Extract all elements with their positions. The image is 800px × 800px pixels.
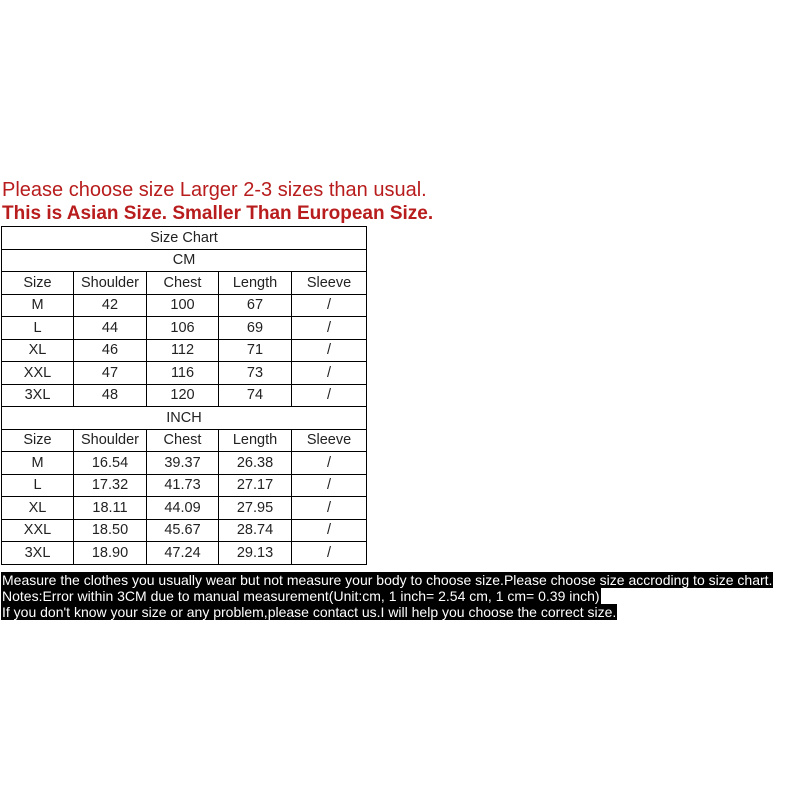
column-header-chest: Chest (147, 272, 219, 295)
table-cell: 67 (219, 294, 292, 317)
table-cell: 27.17 (219, 474, 292, 497)
unit-label-inch: INCH (2, 407, 367, 430)
table-row (2, 497, 367, 520)
table-cell: 17.32 (74, 474, 147, 497)
table-cell: 100 (147, 294, 219, 317)
table-cell: L (2, 474, 74, 497)
table-cell: / (292, 452, 367, 475)
table-cell: 120 (147, 384, 219, 407)
table-row (2, 474, 367, 497)
table-cell: M (2, 294, 74, 317)
column-header-sleeve: Sleeve (292, 429, 367, 452)
unit-row-inch (2, 407, 367, 430)
table-row (2, 339, 367, 362)
table-cell: 42 (74, 294, 147, 317)
table-cell: 71 (219, 339, 292, 362)
column-header-shoulder: Shoulder (74, 429, 147, 452)
table-cell: / (292, 474, 367, 497)
table-title-row (2, 227, 367, 250)
table-cell: 26.38 (219, 452, 292, 475)
table-cell: XL (2, 339, 74, 362)
table-cell: 47.24 (147, 542, 219, 565)
table-cell: 29.13 (219, 542, 292, 565)
column-header-length: Length (219, 272, 292, 295)
table-cell: 18.50 (74, 519, 147, 542)
table-cell: / (292, 497, 367, 520)
note-measure-clothes: Measure the clothes you usually wear but not measure your body to choose size.Please choose size accroding to size chart. (2, 572, 773, 588)
table-row (2, 384, 367, 407)
header-row-inch (2, 429, 367, 452)
table-cell: L (2, 317, 74, 340)
table-cell: 106 (147, 317, 219, 340)
size-chart-title: Size Chart (2, 227, 367, 250)
unit-label-cm: CM (2, 249, 367, 272)
table-cell: / (292, 339, 367, 362)
table-cell: 73 (219, 362, 292, 385)
column-header-size: Size (2, 272, 74, 295)
table-cell: 46 (74, 339, 147, 362)
table-cell: XXL (2, 362, 74, 385)
table-cell: 41.73 (147, 474, 219, 497)
size-advice-headline: Please choose size Larger 2-3 sizes than usual. (2, 179, 427, 201)
column-header-shoulder: Shoulder (74, 272, 147, 295)
table-cell: 18.11 (74, 497, 147, 520)
table-cell: / (292, 384, 367, 407)
table-cell: 74 (219, 384, 292, 407)
asian-size-warning: This is Asian Size. Smaller Than European Size. (2, 203, 434, 224)
measurement-notes (1, 572, 773, 620)
table-cell: XXL (2, 519, 74, 542)
header-row-cm (2, 272, 367, 295)
table-cell: 48 (74, 384, 147, 407)
table-cell: 112 (147, 339, 219, 362)
table-row (2, 452, 367, 475)
table-cell: 69 (219, 317, 292, 340)
unit-row-cm (2, 249, 367, 272)
table-cell: 27.95 (219, 497, 292, 520)
table-cell: 28.74 (219, 519, 292, 542)
note-measurement-error: Notes:Error within 3CM due to manual measurement(Unit:cm, 1 inch= 2.54 cm, 1 cm= 0.39 inch) (2, 588, 600, 604)
column-header-sleeve: Sleeve (292, 272, 367, 295)
table-cell: 44 (74, 317, 147, 340)
note-contact-us: If you don't know your size or any problem,please contact us.I will help you choose the correct size. (2, 604, 617, 620)
table-row (2, 317, 367, 340)
table-cell: 47 (74, 362, 147, 385)
table-cell: / (292, 542, 367, 565)
table-row (2, 542, 367, 565)
column-header-chest: Chest (147, 429, 219, 452)
table-cell: / (292, 317, 367, 340)
table-cell: 3XL (2, 384, 74, 407)
table-cell: 39.37 (147, 452, 219, 475)
table-row (2, 294, 367, 317)
table-cell: 3XL (2, 542, 74, 565)
table-cell: 45.67 (147, 519, 219, 542)
table-row (2, 362, 367, 385)
table-cell: / (292, 519, 367, 542)
table-cell: / (292, 362, 367, 385)
table-row (2, 519, 367, 542)
size-chart-table (1, 226, 367, 565)
column-header-length: Length (219, 429, 292, 452)
column-header-size: Size (2, 429, 74, 452)
table-cell: M (2, 452, 74, 475)
table-cell: 18.90 (74, 542, 147, 565)
table-cell: / (292, 294, 367, 317)
table-cell: 16.54 (74, 452, 147, 475)
table-cell: XL (2, 497, 74, 520)
table-cell: 44.09 (147, 497, 219, 520)
table-cell: 116 (147, 362, 219, 385)
